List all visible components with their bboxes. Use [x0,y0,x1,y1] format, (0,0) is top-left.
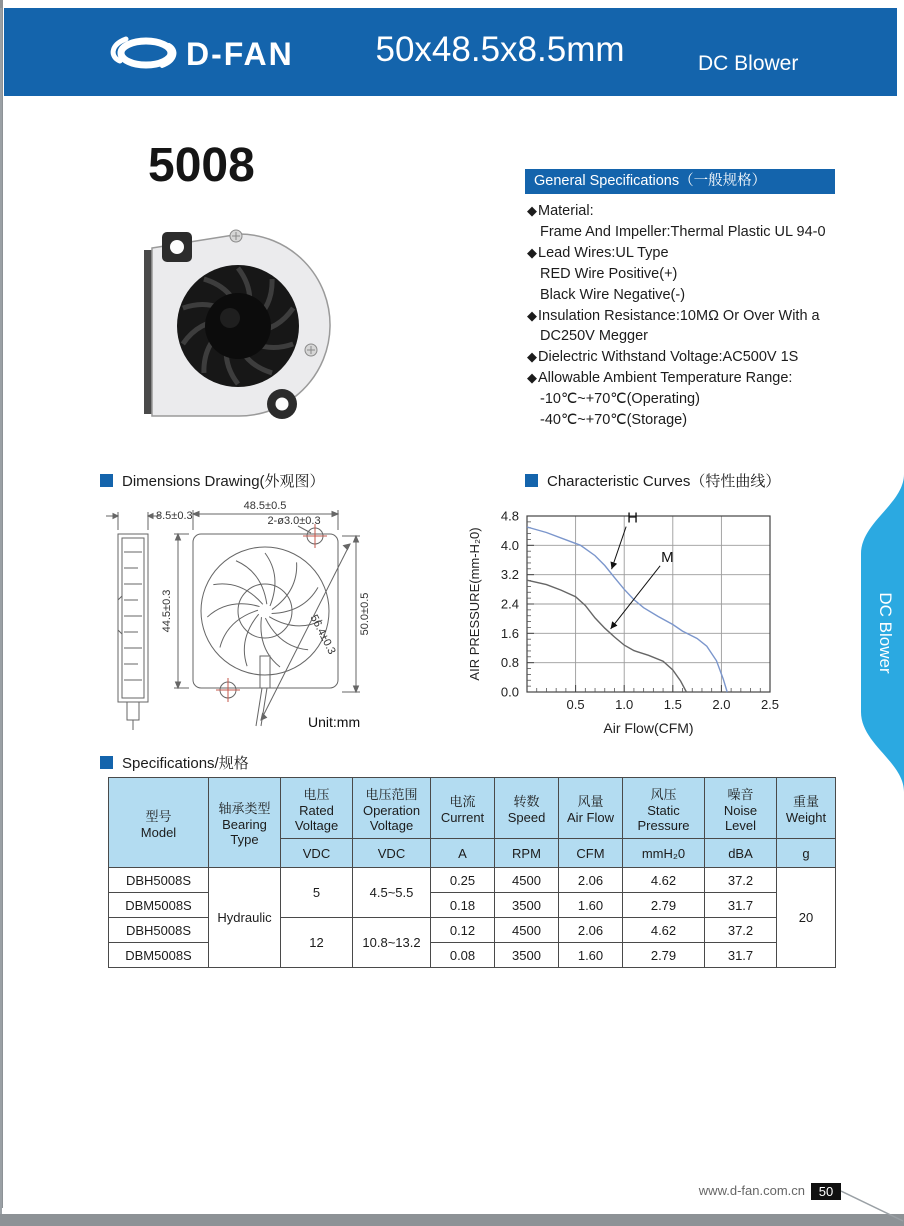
y-tick-label: 4.8 [500,508,519,524]
diamond-bullet-icon: ◆ [527,244,537,260]
table-cell: DBH5008S [109,868,209,893]
product-model: 5008 [148,139,255,192]
unit-header: A [431,839,495,868]
table-cell: 3500 [495,943,559,968]
table-cell: 0.08 [431,943,495,968]
y-tick-label: 2.4 [500,596,519,612]
x-tick-label: 2.0 [712,697,731,712]
dim-height2-label: 50.0±0.5 [359,592,371,636]
diamond-bullet-icon: ◆ [527,203,537,218]
curve-label-arrow [611,566,661,629]
dim-width-label: 48.5±0.5 [243,500,287,512]
spec-line-text: Dielectric Withstand Voltage:AC500V 1S [538,349,799,366]
dim-height-label: 44.5±0.3 [161,589,173,633]
x-tick-label: 2.5 [760,697,780,712]
spec-line-text: DC250V Megger [540,328,648,345]
table-cell: 4.62 [623,868,705,893]
table-cell: 12 [281,918,353,968]
y-tick-label: 4.0 [500,537,519,553]
footer-corner-line [841,1188,904,1222]
section-specs-label: Specifications/规格 [122,755,249,772]
dim-depth-label: 8.5±0.3 [156,510,193,522]
dim-diag-label: 56.4±0.3 [307,612,338,657]
table-cell: 31.7 [705,943,777,968]
table-row [109,868,836,893]
table-cell: 1.60 [559,893,623,918]
column-header: 电压范围 Operation Voltage [353,778,431,839]
dimensions-drawing [98,496,393,736]
section-dimensions-label: Dimensions Drawing(外观图） [122,473,325,490]
specifications-table [108,777,836,968]
spec-line-text: Frame And Impeller:Thermal Plastic UL 94-0 [540,223,826,240]
general-specs-list [527,201,847,431]
spec-line [527,222,847,243]
spec-line-text: -40℃~+70℃(Storage) [540,412,688,429]
table-cell: 4.5~5.5 [353,868,431,918]
dfan-logo-icon [106,33,182,73]
unit-header: CFM [559,839,623,868]
table-cell: 2.06 [559,868,623,893]
brand-name: D-FAN [186,36,294,72]
table-cell: DBM5008S [109,893,209,918]
spec-line [527,306,847,327]
curve-label-H: H [627,509,638,527]
spec-line [527,285,847,306]
section-dimensions [100,470,325,491]
blue-square-icon [100,756,113,769]
table-cell: 37.2 [705,918,777,943]
spec-line [527,368,847,389]
column-header: 噪音 Noise Level [705,778,777,839]
side-tab-label: DC Blower [876,592,895,674]
unit-header: mmH₂0 [623,839,705,868]
x-tick-label: 1.0 [615,697,634,712]
table-cell: 10.8~13.2 [353,918,431,968]
dim-holes-label: 2-ø3.0±0.3 [267,515,321,527]
table-cell: 0.18 [431,893,495,918]
y-axis-title: AIR PRESSURE(mm-H₂0) [467,527,482,681]
curve-H [527,527,727,692]
table-cell: 4.62 [623,918,705,943]
spec-line [527,201,847,222]
diamond-bullet-icon: ◆ [527,349,537,365]
table-cell: 31.7 [705,893,777,918]
spec-line [527,243,847,264]
page-bottom-edge [0,1214,904,1226]
unit-header: RPM [495,839,559,868]
header-category: DC Blower [698,52,799,75]
characteristic-curves-chart [465,496,803,744]
spec-line-text: Material: [538,203,594,219]
table-cell: DBM5008S [109,943,209,968]
table-cell: 5 [281,868,353,918]
spec-line [527,347,847,368]
spec-line-text: Lead Wires:UL Type [538,244,669,261]
table-cell: 0.12 [431,918,495,943]
unit-header: dBA [705,839,777,868]
column-header: 轴承类型 Bearing Type [209,778,281,868]
table-cell: 2.79 [623,943,705,968]
unit-label: Unit:mm [308,714,361,730]
x-axis-title: Air Flow(CFM) [603,720,694,736]
page-title-size: 50x48.5x8.5mm [375,30,625,69]
spec-line [527,264,847,285]
y-tick-label: 1.6 [500,625,519,641]
y-tick-label: 3.2 [500,567,519,583]
column-header: 风量 Air Flow [559,778,623,839]
y-tick-label: 0.8 [500,655,519,671]
general-specs-title-bar: General Specifications（一般规格） [525,169,835,194]
blue-square-icon [100,474,113,487]
table-cell: 3500 [495,893,559,918]
section-curves-label: Characteristic Curves（特性曲线） [547,473,781,490]
column-header: 电流 Current [431,778,495,839]
table-cell: 2.06 [559,918,623,943]
y-tick-label: 0.0 [500,684,519,700]
spec-line-text: Insulation Resistance:10MΩ Or Over With a [538,307,820,324]
diamond-bullet-icon: ◆ [527,370,537,386]
table-cell: 37.2 [705,868,777,893]
curve-label-M: M [661,548,674,566]
blue-square-icon [525,474,538,487]
footer-website: www.d-fan.com.cn [698,1183,805,1198]
curve-M [527,580,686,692]
spec-line [527,410,847,431]
table-cell: 4500 [495,868,559,893]
column-header: 重量 Weight [777,778,836,839]
unit-header: g [777,839,836,868]
table-cell: DBH5008S [109,918,209,943]
unit-header: VDC [281,839,353,868]
column-header: 转数 Speed [495,778,559,839]
table-cell: 0.25 [431,868,495,893]
unit-header: VDC [353,839,431,868]
spec-line-text: Black Wire Negative(-) [540,286,686,303]
table-cell: 4500 [495,918,559,943]
spec-line-text: Allowable Ambient Temperature Range: [538,370,793,387]
page-border-right [0,8,2,1216]
spec-line [527,326,847,347]
table-cell: 20 [777,868,836,968]
spec-line [527,389,847,410]
spec-line-text: -10℃~+70℃(Operating) [540,391,700,408]
page-number-badge: 50 [811,1183,841,1200]
table-cell: 2.79 [623,893,705,918]
table-cell: 1.60 [559,943,623,968]
spec-line-text: RED Wire Positive(+) [540,265,678,282]
section-curves [525,470,780,491]
column-header: 风压 Static Pressure [623,778,705,839]
column-header: 型号 Model [109,778,209,868]
section-specs [100,752,249,773]
table-cell: Hydraulic [209,868,281,968]
column-header: 电压 Rated Voltage [281,778,353,839]
x-tick-label: 1.5 [663,697,682,712]
blower-product-image [118,198,338,438]
side-tab-dc-blower [849,474,904,792]
x-tick-label: 0.5 [566,697,585,712]
diamond-bullet-icon: ◆ [527,307,537,323]
